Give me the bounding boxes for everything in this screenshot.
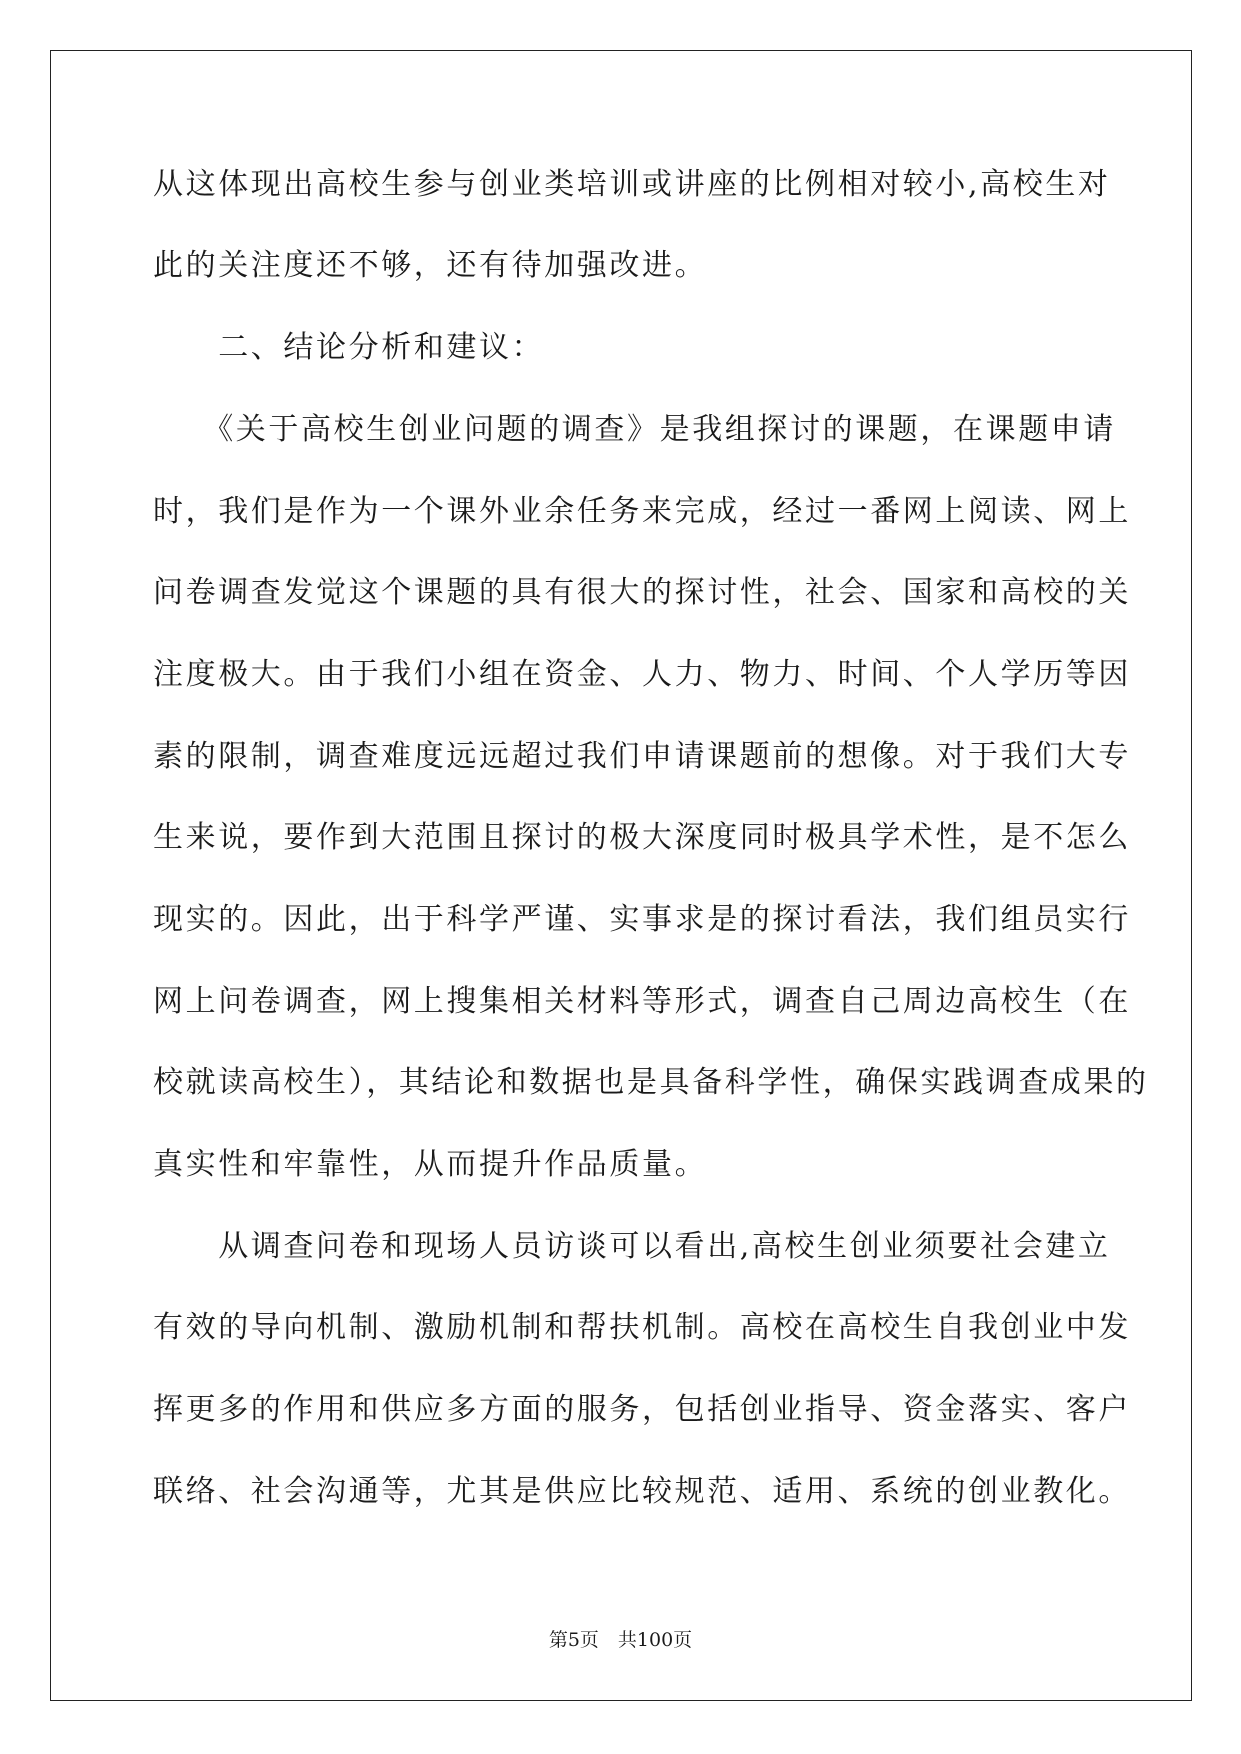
paragraph-line: 生来说，要作到大范围且探讨的极大深度同时极具学术性，是不怎么 xyxy=(153,820,1131,855)
paragraph-line: 校就读高校生），其结论和数据也是具备科学性，确保实践调查成果的 xyxy=(153,1065,1149,1100)
paragraph-line: 时，我们是作为一个课外业余任务来完成，经过一番网上阅读、网上 xyxy=(153,494,1131,529)
page-border xyxy=(50,50,1192,1701)
paragraph-line: 挥更多的作用和供应多方面的服务，包括创业指导、资金落实、客户 xyxy=(153,1392,1131,1427)
paragraph-line: 联络、社会沟通等，尤其是供应比较规范、适用、系统的创业教化。 xyxy=(153,1474,1131,1509)
paragraph-line: 有效的导向机制、激励机制和帮扶机制。高校在高校生自我创业中发 xyxy=(153,1310,1131,1345)
page-number-footer: 第5页 共100页 xyxy=(548,1629,693,1651)
paragraph-line: 问卷调查发觉这个课题的具有很大的探讨性，社会、国家和高校的关 xyxy=(153,575,1131,610)
paragraph-line: 《关于高校生创业问题的调查》是我组探讨的课题，在课题申请 xyxy=(153,412,1116,447)
section-heading: 二、结论分析和建议： xyxy=(153,330,545,365)
paragraph-line: 真实性和牢靠性，从而提升作品质量。 xyxy=(153,1147,708,1182)
paragraph-line: 素的限制，调查难度远远超过我们申请课题前的想像。对于我们大专 xyxy=(153,739,1131,774)
paragraph-line: 此的关注度还不够，还有待加强改进。 xyxy=(153,248,708,283)
paragraph-line: 现实的。因此，出于科学严谨、实事求是的探讨看法，我们组员实行 xyxy=(153,902,1131,937)
paragraph-line: 注度极大。由于我们小组在资金、人力、物力、时间、个人学历等因 xyxy=(153,657,1131,692)
paragraph-line: 网上问卷调查，网上搜集相关材料等形式，调查自己周边高校生（在 xyxy=(153,984,1131,1019)
paragraph-line: 从这体现出高校生参与创业类培训或讲座的比例相对较小,高校生对 xyxy=(153,167,1111,202)
paragraph-line: 从调查问卷和现场人员访谈可以看出,高校生创业须要社会建立 xyxy=(153,1229,1111,1264)
